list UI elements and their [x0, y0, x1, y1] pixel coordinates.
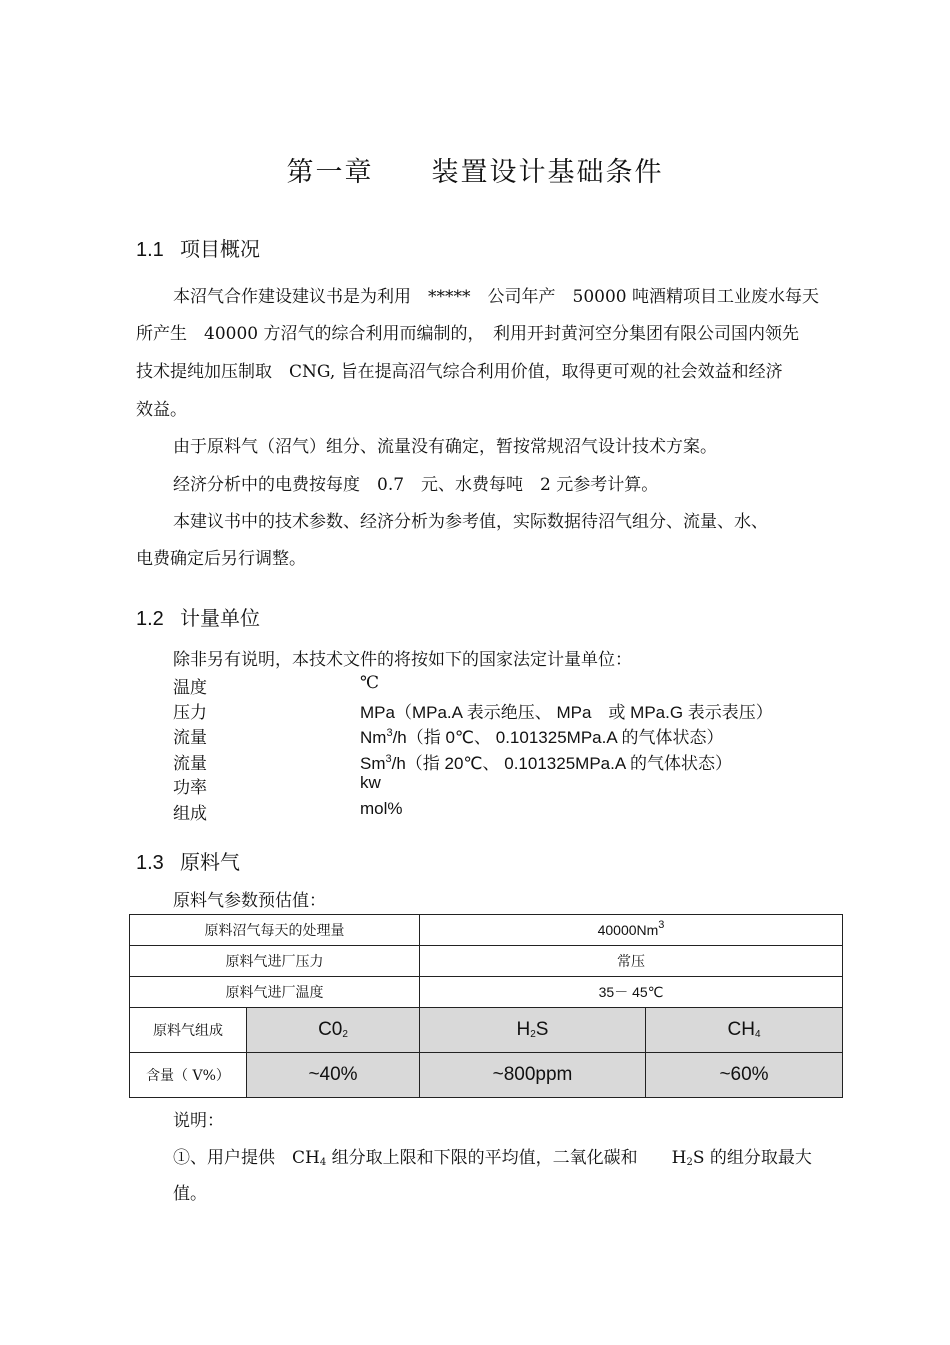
unit-label-composition: 组成 — [173, 804, 207, 824]
table-cell-label: 原料沼气每天的处理量 — [130, 915, 420, 946]
note-title: 说明： — [173, 1111, 224, 1131]
feed-gas-intro: 原料气参数预估值： — [173, 891, 326, 911]
note-line-2: 值。 — [173, 1184, 207, 1204]
overview-paragraph-4-line-1: 本建议书中的技术参数、经济分析为参考值，实际数据待沼气组分、流量、水、 — [173, 512, 768, 532]
note-line-1: ①、用户提供 $CH_4$ 组分取上限和下限的平均值，二氧化碳和 $H_2S$ 的组分取最大 — [173, 1148, 812, 1168]
unit-value-flow-standard: Sm$^3$/h（指 20℃、 0.101325MPa.A 的气体状态） — [360, 753, 732, 773]
unit-label-temperature: 温度 — [173, 678, 207, 698]
component-co2: $C0_2$ — [247, 1008, 420, 1053]
overview-paragraph-3: 经济分析中的电费按每度 0.7 元、水费每吨 2 元参考计算。 — [173, 475, 659, 495]
section-number: 1.2 — [136, 608, 164, 630]
section-heading-1-1 — [136, 233, 260, 262]
content-ch4: ~60% — [646, 1053, 843, 1098]
overview-paragraph-1-line-1: 本沼气合作建设建议书是为利用 ***** 公司年产 50000 吨酒精项目工业废水每天 — [173, 287, 819, 307]
units-intro: 除非另有说明，本技术文件的将按如下的国家法定计量单位： — [173, 650, 632, 670]
unit-value-pressure: MPa（MPa.A 表示绝压、 MPa 或 MPa.G 表示表压） — [360, 703, 773, 722]
feed-gas-parameter-table — [129, 914, 843, 1098]
table-cell-value: 35－ 45℃ — [420, 977, 843, 1008]
unit-value-flow-normal: Nm$^3$/h（指 0℃、 0.101325MPa.A 的气体状态） — [360, 727, 724, 747]
overview-paragraph-1-line-3: 技术提纯加压制取 CNG, 旨在提高沼气综合利用价值，取得更可观的社会效益和经济 — [136, 362, 783, 382]
section-number: 1.1 — [136, 239, 164, 261]
overview-paragraph-4-line-2: 电费确定后另行调整。 — [136, 549, 306, 569]
chapter-title: 第一章 装置设计基础条件 — [286, 157, 664, 188]
section-number: 1.3 — [136, 852, 164, 874]
table-cell-content-label: 含量（ V%） — [130, 1053, 247, 1098]
table-row-components — [130, 1008, 843, 1053]
unit-label-flow-normal: 流量 — [173, 728, 207, 748]
table-cell-label: 原料气进厂温度 — [130, 977, 420, 1008]
table-cell-label: 原料气进厂压力 — [130, 946, 420, 977]
overview-paragraph-1-line-2: 所产生 40000 方沼气的综合利用而编制的， 利用开封黄河空分集团有限公司国内领先 — [136, 324, 799, 344]
content-co2: ~40% — [247, 1053, 420, 1098]
section-title: 原料气 — [180, 852, 240, 874]
content-h2s: ~800ppm — [420, 1053, 646, 1098]
overview-paragraph-1-line-4: 效益。 — [136, 400, 187, 420]
table-row — [130, 915, 843, 946]
unit-value-temperature: ℃ — [360, 673, 380, 693]
table-row-contents — [130, 1053, 843, 1098]
table-cell-composition-label: 原料气组成 — [130, 1008, 247, 1053]
unit-label-flow-standard: 流量 — [173, 754, 207, 774]
table-row — [130, 977, 843, 1008]
unit-label-pressure: 压力 — [173, 703, 207, 723]
section-title: 项目概况 — [180, 239, 260, 261]
section-title: 计量单位 — [180, 608, 260, 630]
table-cell-value: 40000Nm$^3$ — [420, 915, 843, 946]
section-heading-1-3 — [136, 846, 240, 875]
table-row — [130, 946, 843, 977]
component-ch4: $CH_4$ — [646, 1008, 843, 1053]
table-cell-value: 常压 — [420, 946, 843, 977]
unit-label-power: 功率 — [173, 778, 207, 798]
unit-value-power: kw — [360, 773, 381, 792]
section-heading-1-2 — [136, 602, 260, 631]
component-h2s: $H_2S$ — [420, 1008, 646, 1053]
unit-value-composition: mol% — [360, 799, 403, 818]
overview-paragraph-2: 由于原料气（沼气）组分、流量没有确定，暂按常规沼气设计技术方案。 — [173, 437, 717, 457]
